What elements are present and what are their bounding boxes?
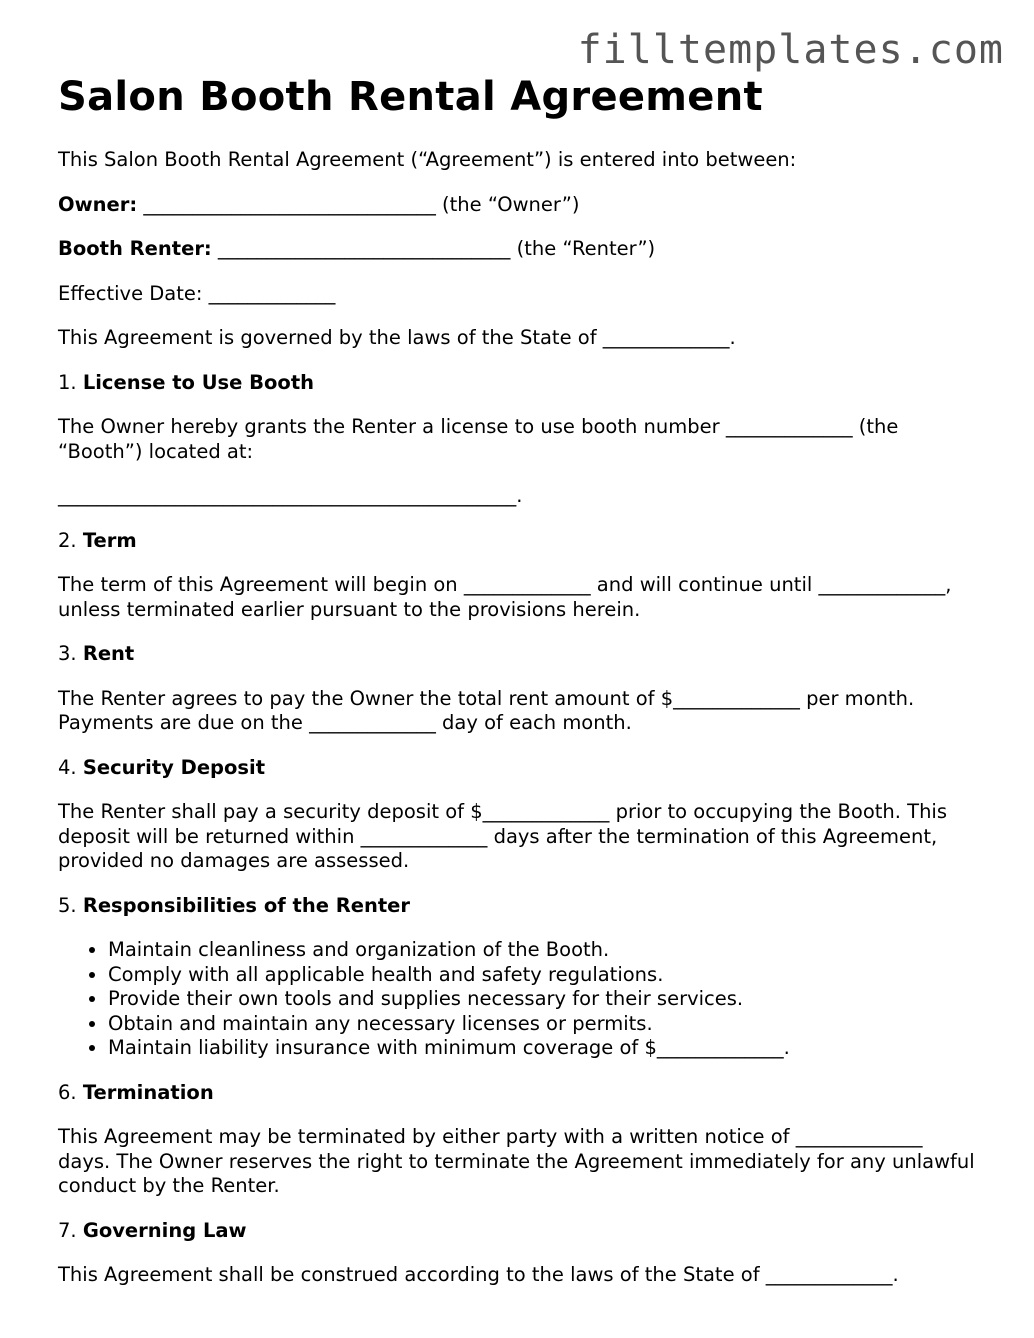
effective-date-line: Effective Date: _____________ (58, 281, 336, 305)
section-3-body: The Renter agrees to pay the Owner the total rent amount of $_____________ per month. Payments are due on the _____________ day of each month. (58, 686, 915, 734)
section-7-heading (58, 1219, 978, 1244)
section-number: 5. (58, 893, 83, 917)
section-title: Security Deposit (82, 755, 266, 779)
section-6-heading (58, 1081, 978, 1106)
section-2-heading (58, 529, 978, 554)
section-7-body: This Agreement shall be construed according to the laws of the State of _____________. (58, 1263, 899, 1286)
section-number: 2. (58, 528, 83, 552)
section-number: 4. (58, 755, 83, 779)
section-title: Termination (82, 1080, 214, 1104)
section-3-heading (58, 642, 978, 667)
section-title: License to Use Booth (82, 370, 315, 394)
section-6-body: This Agreement may be terminated by either party with a written notice of _____________ days. The Owner reserves the right to terminate the Agreement immediately for any unlawful conduct by the Renter. (58, 1125, 975, 1197)
responsibilities-list (58, 938, 978, 1061)
owner-blank: ______________________________ (the “Owner”) (137, 192, 580, 216)
owner-line (58, 193, 978, 218)
list-item: • Provide their own tools and supplies necessary for their services. (108, 987, 978, 1012)
list-item: • Obtain and maintain any necessary licenses or permits. (108, 1012, 978, 1037)
section-number: 3. (58, 642, 83, 665)
section-title: Governing Law (82, 1218, 247, 1242)
document-title: Salon Booth Rental Agreement (58, 74, 763, 120)
section-2-body: The term of this Agreement will begin on _____________ and will continue until _____________, unless terminated earlier pursuant to the provisions herein. (58, 573, 952, 621)
governed-by-line: This Agreement is governed by the laws of the State of _____________. (58, 326, 736, 349)
section-4-heading (58, 756, 978, 781)
section-number: 1. (58, 370, 83, 394)
section-number: 7. (58, 1218, 83, 1242)
section-5-heading (58, 894, 978, 919)
section-number: 6. (58, 1080, 83, 1104)
section-1-address-blank: _______________________________________________. (58, 484, 523, 507)
section-title: Responsibilities of the Renter (82, 893, 410, 917)
renter-label: Booth Renter: (58, 237, 212, 260)
owner-label: Owner: (58, 192, 138, 216)
list-item: • Maintain liability insurance with minimum coverage of $_____________. (108, 1036, 978, 1061)
section-title: Term (82, 528, 137, 552)
intro-paragraph: This Salon Booth Rental Agreement (“Agreement”) is entered into between: (58, 148, 797, 171)
list-item: • Comply with all applicable health and safety regulations. (108, 963, 978, 988)
document-page (58, 74, 978, 1308)
list-item: • Maintain cleanliness and organization of the Booth. (108, 938, 978, 963)
renter-blank: ______________________________ (the “Renter”) (211, 237, 656, 260)
section-1-heading (58, 371, 978, 396)
watermark: filltemplates.com (577, 27, 1004, 73)
renter-line (58, 237, 978, 262)
section-title: Rent (82, 642, 135, 665)
section-1-body: The Owner hereby grants the Renter a license to use booth number _____________ (the “Booth”) located at: (58, 415, 899, 463)
section-4-body: The Renter shall pay a security deposit of $_____________ prior to occupying the Booth. This deposit will be returned within _____________ days after the termination of this Agreement, provided no damages are assessed. (58, 800, 948, 872)
